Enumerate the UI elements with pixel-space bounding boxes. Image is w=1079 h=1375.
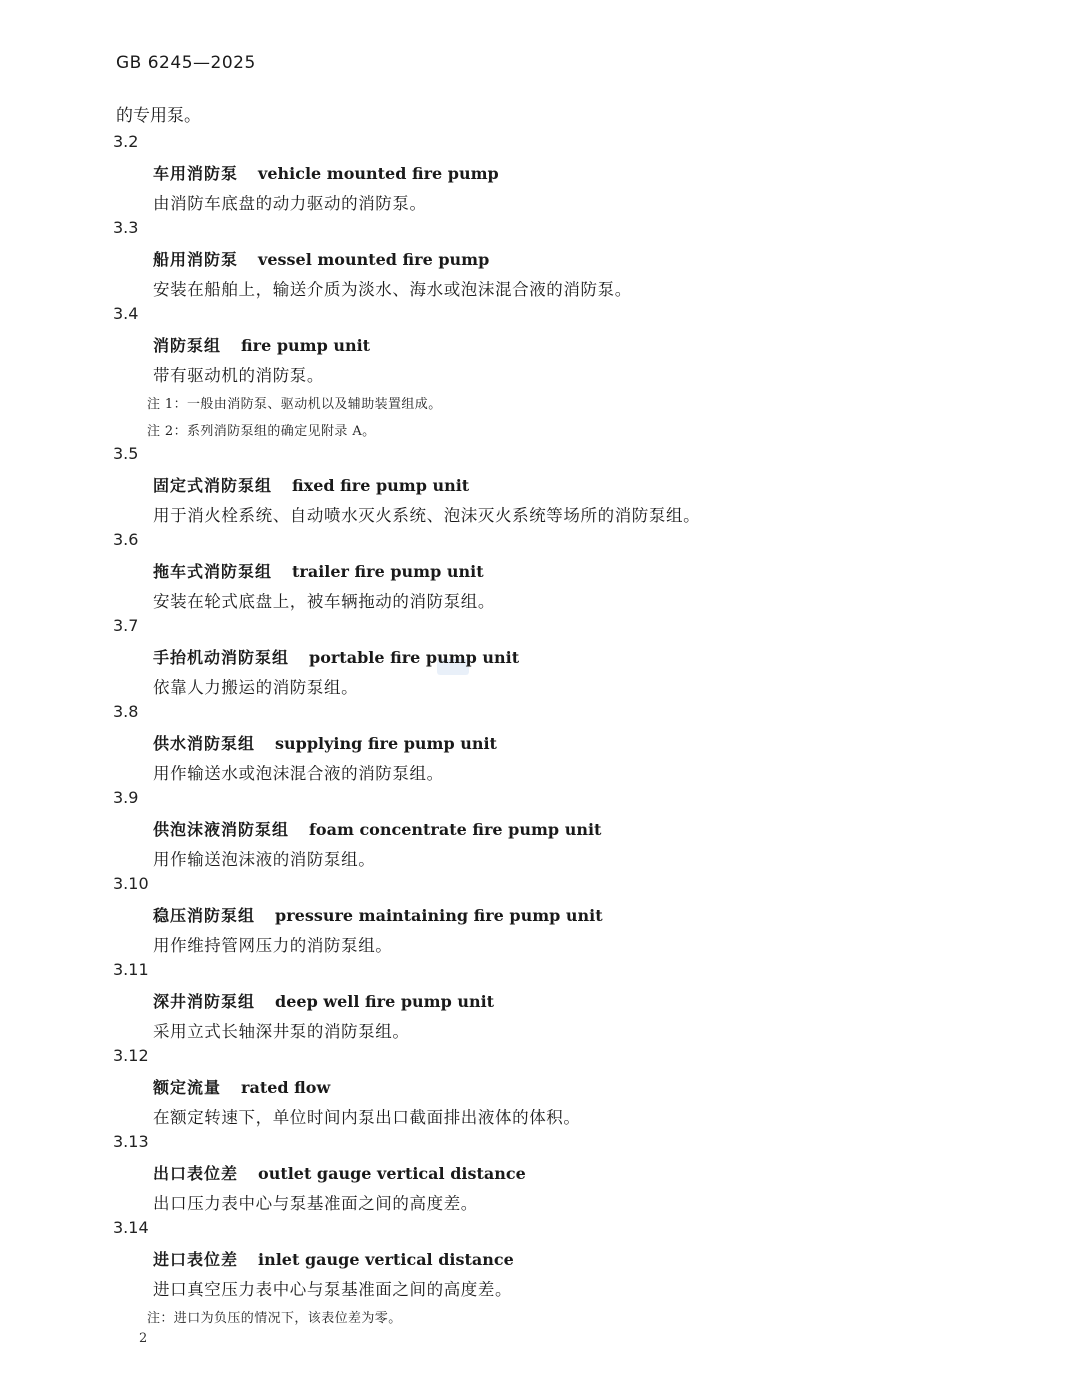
term-heading — [153, 903, 603, 926]
term-en: portable fire pump unit — [309, 648, 520, 667]
term-heading — [153, 333, 370, 356]
term-en: inlet gauge vertical distance — [258, 1250, 514, 1269]
entry-number: 3.14 — [113, 1218, 149, 1237]
term-zh: 进口表位差 — [153, 1250, 239, 1269]
entry-number: 3.5 — [113, 444, 139, 463]
term-note: 注 1：一般由消防泵、驱动机以及辅助装置组成。 — [147, 397, 442, 412]
term-en: fixed fire pump unit — [292, 476, 470, 495]
term-heading — [153, 1161, 526, 1184]
entry-number: 3.9 — [113, 788, 139, 807]
term-definition: 用于消火栓系统、自动喷水灭火系统、泡沫灭火系统等场所的消防泵组。 — [153, 506, 701, 525]
term-zh: 供水消防泵组 — [153, 734, 256, 753]
term-zh: 船用消防泵 — [153, 250, 239, 269]
term-heading — [153, 817, 601, 840]
term-en: outlet gauge vertical distance — [258, 1164, 526, 1183]
entry-number: 3.13 — [113, 1132, 149, 1151]
term-definition: 出口压力表中心与泵基准面之间的高度差。 — [153, 1194, 478, 1213]
term-en: rated flow — [241, 1078, 331, 1097]
term-zh: 手抬机动消防泵组 — [153, 648, 290, 667]
entry-number: 3.10 — [113, 874, 149, 893]
term-definition: 由消防车底盘的动力驱动的消防泵。 — [153, 194, 427, 213]
term-definition: 用作输送水或泡沫混合液的消防泵组。 — [153, 764, 444, 783]
term-heading — [153, 1247, 514, 1270]
term-zh: 供泡沫液消防泵组 — [153, 820, 290, 839]
entry-number: 3.2 — [113, 132, 139, 151]
term-definition: 采用立式长轴深井泵的消防泵组。 — [153, 1022, 410, 1041]
entry-number: 3.4 — [113, 304, 139, 323]
entry-number: 3.12 — [113, 1046, 149, 1065]
term-zh: 固定式消防泵组 — [153, 476, 273, 495]
term-zh: 出口表位差 — [153, 1164, 239, 1183]
continuation-text: 的专用泵。 — [116, 106, 201, 126]
term-definition: 用作输送泡沫液的消防泵组。 — [153, 850, 376, 869]
term-heading — [153, 161, 499, 184]
term-heading — [153, 559, 484, 582]
entry-number: 3.8 — [113, 702, 139, 721]
entry-number: 3.11 — [113, 960, 149, 979]
term-note: 注：进口为负压的情况下，该表位差为零。 — [147, 1311, 402, 1326]
term-heading — [153, 731, 497, 754]
term-zh: 深井消防泵组 — [153, 992, 256, 1011]
term-heading — [153, 989, 494, 1012]
term-en: foam concentrate fire pump unit — [309, 820, 602, 839]
term-heading — [153, 1075, 330, 1098]
term-en: deep well fire pump unit — [275, 992, 495, 1011]
term-zh: 车用消防泵 — [153, 164, 239, 183]
term-en: supplying fire pump unit — [275, 734, 497, 753]
entry-number: 3.6 — [113, 530, 139, 549]
term-en: vehicle mounted fire pump — [258, 164, 499, 183]
term-zh: 稳压消防泵组 — [153, 906, 256, 925]
term-en: fire pump unit — [241, 336, 371, 355]
term-definition: 依靠人力搬运的消防泵组。 — [153, 678, 359, 697]
term-en: vessel mounted fire pump — [258, 250, 490, 269]
entry-number: 3.7 — [113, 616, 139, 635]
term-definition: 安装在轮式底盘上，被车辆拖动的消防泵组。 — [153, 592, 495, 611]
term-definition: 带有驱动机的消防泵。 — [153, 366, 324, 385]
term-zh: 拖车式消防泵组 — [153, 562, 273, 581]
term-en: trailer fire pump unit — [292, 562, 484, 581]
term-definition: 用作维持管网压力的消防泵组。 — [153, 936, 393, 955]
standard-number: GB 6245—2025 — [116, 53, 256, 73]
term-note: 注 2：系列消防泵组的确定见附录 A。 — [147, 424, 376, 439]
term-heading — [153, 473, 469, 496]
term-heading — [153, 645, 519, 668]
term-heading — [153, 247, 489, 270]
term-definition: 安装在船舶上，输送介质为淡水、海水或泡沫混合液的消防泵。 — [153, 280, 632, 299]
page-number: 2 — [139, 1331, 148, 1346]
term-zh: 消防泵组 — [153, 336, 222, 355]
entry-number: 3.3 — [113, 218, 139, 237]
term-definition: 进口真空压力表中心与泵基准面之间的高度差。 — [153, 1280, 513, 1299]
term-en: pressure maintaining fire pump unit — [275, 906, 603, 925]
term-definition: 在额定转速下，单位时间内泵出口截面排出液体的体积。 — [153, 1108, 581, 1127]
term-zh: 额定流量 — [153, 1078, 222, 1097]
